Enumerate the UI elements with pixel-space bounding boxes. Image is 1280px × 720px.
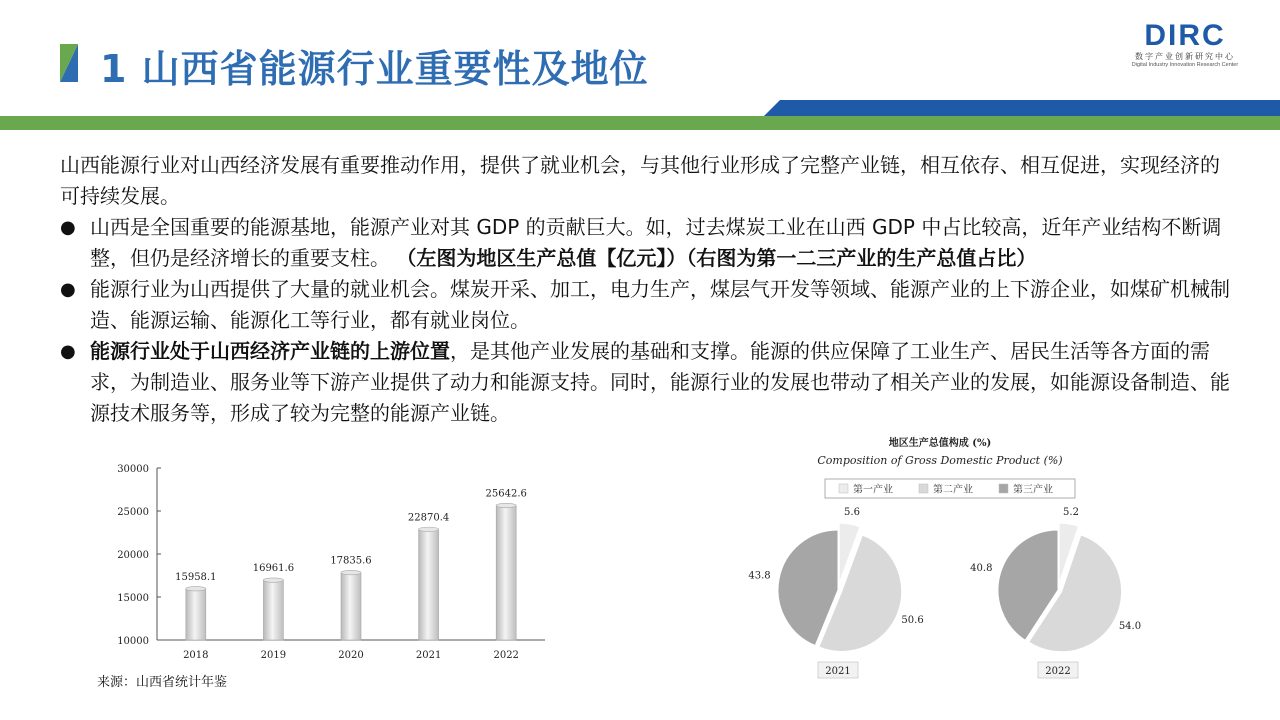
header-divider-band (0, 96, 1280, 132)
gdp-bar-chart (95, 455, 555, 665)
bar-2018 (186, 589, 206, 640)
y-tick-label: 10000 (117, 636, 149, 647)
x-tick-label: 2018 (183, 650, 209, 661)
title-accent-mark (60, 44, 78, 82)
pie-subtitle: Composition of Gross Domestic Product (%) (817, 454, 1063, 467)
bar-2020 (341, 573, 361, 640)
pie-slice-label: 54.0 (1118, 620, 1142, 632)
bullet-item-employment (60, 274, 1230, 336)
pie-slice-label: 5.2 (1063, 507, 1079, 519)
logo-chinese-name: 数字产业创新研究中心 (1135, 52, 1235, 61)
legend-swatch (839, 484, 848, 493)
x-tick-label: 2022 (493, 650, 519, 661)
y-tick-label: 20000 (117, 550, 149, 561)
y-tick-label: 30000 (117, 464, 149, 475)
pie-slice-label: 50.6 (901, 614, 924, 626)
x-tick-label: 2020 (338, 650, 364, 661)
bar-top-cap (186, 587, 206, 591)
x-tick-label: 2019 (260, 650, 287, 661)
bullet-text: 能源行业为山西提供了大量的就业机会。煤炭开采、加工，电力生产，煤层气开发等领域、能源产业的上下游企业，如煤矿机械制造、能源运输、能源化工等行业，都有就业岗位。 (90, 277, 1230, 332)
pie-year-label: 2022 (1045, 666, 1071, 677)
bullet-bold-note: （左图为地区生产总值【亿元】）（右图为第一二三产业的生产总值占比） (396, 246, 1037, 270)
bar-2021 (419, 529, 439, 640)
bar-2019 (263, 580, 283, 640)
bullet-bold-lead: 能源行业处于山西经济产业链的上游位置 (90, 339, 450, 363)
pie-year-label: 2021 (825, 666, 851, 677)
bullet-list (60, 212, 1230, 429)
bar-value-label: 22870.4 (407, 512, 450, 524)
pie-slice-label: 5.6 (844, 507, 860, 519)
x-tick-label: 2021 (415, 650, 442, 661)
bar-top-cap (419, 527, 439, 531)
gdp-composition-pie-charts (748, 432, 1180, 677)
bullet-text: 山西是全国重要的能源基地，能源产业对其 GDP 的贡献巨大。如，过去煤炭工业在山西 GDP 中占比较高，近年产业结构不断调整，但仍是经济增长的重要支柱。 (90, 215, 1222, 270)
page-title: 1 山西省能源行业重要性及地位 (100, 47, 649, 91)
bar-top-cap (341, 570, 361, 574)
legend-label: 第一产业 (853, 484, 893, 496)
bar-value-label: 17835.6 (330, 555, 372, 567)
y-tick-label: 25000 (117, 507, 149, 518)
logo-wordmark: DIRC (1144, 19, 1226, 52)
legend-label: 第二产业 (933, 484, 973, 496)
dirc-logo (1120, 20, 1250, 80)
bullet-item-gdp (60, 212, 1230, 274)
pie-title: 地区生产总值构成 (%) (888, 438, 992, 449)
bullet-text: ，是其他产业发展的基础和支撑。能源的供应保障了工业生产、居民生活等各方面的需求，为制造业、服务业等下游产业提供了动力和能源支持。同时，能源行业的发展也带动了相关产业的发展，如能源设备制造、能源技术服务等，形成了较为完整的能源产业链。 (90, 339, 1230, 425)
bullet-item-upstream (60, 336, 1230, 429)
bar-2022 (496, 505, 516, 640)
intro-paragraph: 山西能源行业对山西经济发展有重要推动作用，提供了就业机会，与其他行业形成了完整产业链，相互依存、相互促进，实现经济的可持续发展。 (60, 153, 1220, 208)
bar-top-cap (263, 578, 283, 582)
y-tick-label: 15000 (117, 593, 149, 604)
pie-slice-label: 43.8 (748, 570, 771, 582)
body-text (60, 150, 1230, 429)
logo-english-name: Digital Industry Innovation Research Center (1131, 62, 1239, 68)
bar-value-label: 25642.6 (485, 488, 527, 500)
bar-value-label: 15958.1 (175, 571, 217, 583)
bar-value-label: 16961.6 (252, 563, 295, 575)
bar-top-cap (496, 503, 516, 507)
legend-swatch (919, 484, 928, 493)
pie-slice-label: 40.8 (970, 563, 993, 575)
legend-label: 第三产业 (1013, 484, 1053, 496)
legend-swatch (999, 484, 1008, 493)
source-note: 来源：山西省统计年鉴 (97, 675, 228, 690)
